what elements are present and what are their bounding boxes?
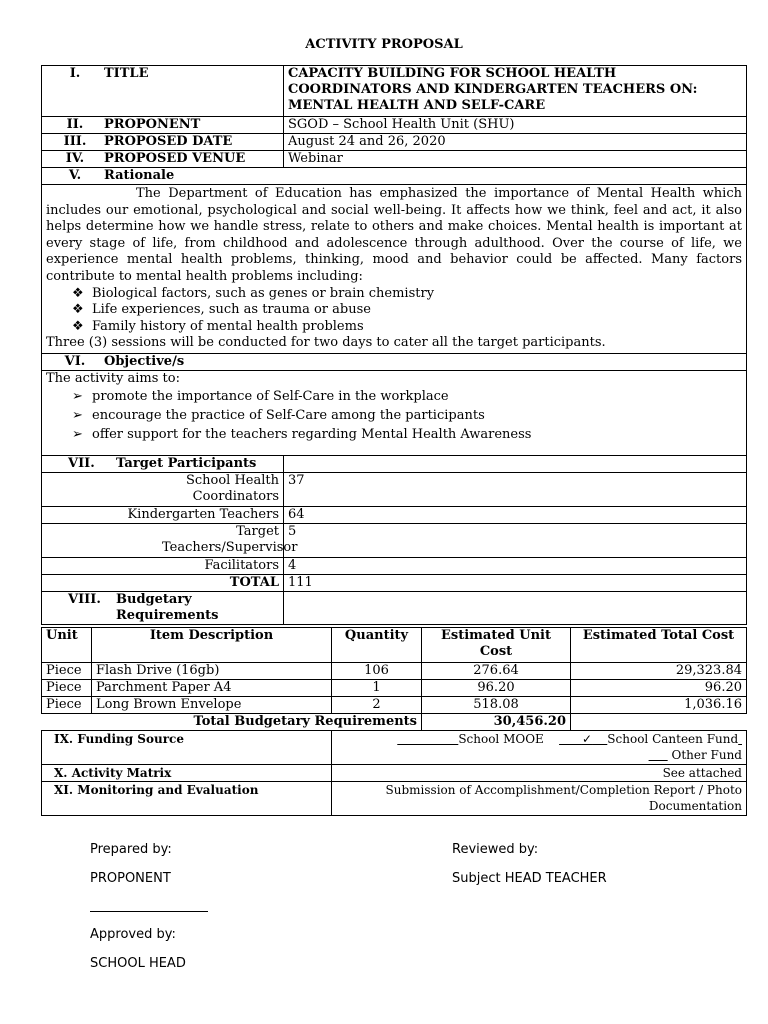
section-number: V. [68, 168, 82, 183]
diamond-bullet-icon: ❖ [72, 318, 84, 334]
budget-table [41, 627, 747, 816]
section-label: PROPOSED VENUE [104, 151, 246, 166]
participant-row: Facilitators 4 [42, 557, 747, 574]
objectives-list [46, 387, 742, 444]
document-title: ACTIVITY PROPOSAL [305, 37, 463, 52]
funding-option-other: Other Fund [671, 748, 742, 762]
rationale-closing: Three (3) sessions will be conducted for two days to cater all the target participants. [46, 335, 606, 351]
reviewed-by-label: Reviewed by: [452, 842, 539, 857]
prepared-by-name: PROPONENT [90, 871, 171, 886]
proposal-table [41, 65, 747, 625]
venue-value: Webinar [284, 151, 747, 168]
monitoring-row: XI. Monitoring and Evaluation Submission of Accomplishment/Completion Report / Photo Documentation [42, 782, 747, 816]
table-row: Piece Flash Drive (16gb) 106 276.64 29,323.84 [42, 663, 747, 680]
section-label: Target Participants [116, 455, 257, 471]
funding-option-mooe: School MOOE [458, 732, 544, 746]
title-row [42, 66, 747, 117]
matrix-row: X. Activity Matrix See attached [42, 765, 747, 782]
section-number: VII. [68, 455, 95, 471]
title-value: CAPACITY BUILDING FOR SCHOOL HEALTH COORDINATORS AND KINDERGARTEN TEACHERS ON: MENTAL HEALTH AND SELF-CARE [284, 66, 747, 117]
budget-column-headers: Unit Item Description Quantity Estimated Unit Cost Estimated Total Cost [42, 628, 747, 663]
signature-line [90, 911, 208, 912]
rationale-header-row [42, 168, 747, 185]
objectives-header-row [42, 353, 747, 370]
section-number: I. [69, 66, 81, 81]
participant-row: Kindergarten Teachers 64 [42, 506, 747, 523]
rationale-paragraph: The Department of Education has emphasized the importance of Mental Health which includes our emotional, psychological and social well-being. It affects how we think, feel and act, it also helps determine how we handle stress, relate to others and make choices. Mental health is important at every stage of life, from childhood and adolescence through adulthood. Over the course of life, we experience mental health problems, thinking, mood and behavior could be affected. Many factors contribute to mental health problems including: [46, 186, 742, 284]
date-row [42, 134, 747, 151]
table-row: Piece Long Brown Envelope 2 518.08 1,036.16 [42, 697, 747, 714]
rationale-body-row [42, 185, 747, 354]
funding-option-canteen: School Canteen Fund [607, 732, 739, 746]
proponent-value: SGOD – School Health Unit (SHU) [284, 117, 747, 134]
participants-header-row [42, 455, 747, 472]
list-item: ❖ Biological factors, such as genes or brain chemistry [72, 285, 435, 301]
section-number: III. [63, 134, 87, 149]
objectives-intro: The activity aims to: [46, 370, 180, 386]
arrow-bullet-icon: ➢ [72, 388, 83, 404]
section-number: IV. [65, 151, 85, 166]
section-label: TITLE [104, 66, 149, 81]
approved-by-label: Approved by: [90, 927, 176, 942]
section-number: VI. [64, 353, 86, 369]
diamond-bullet-icon: ❖ [72, 302, 84, 318]
budget-total-row: Total Budgetary Requirements 30,456.20 [42, 714, 747, 731]
section-label: Objective/s [104, 353, 185, 369]
list-item: ❖ Family history of mental health problems [72, 318, 364, 334]
arrow-bullet-icon: ➢ [72, 407, 83, 423]
participant-total-row: TOTAL 111 [42, 574, 747, 591]
list-item: ➢ encourage the practice of Self-Care among the participants [72, 407, 485, 423]
check-icon: ✓ [581, 732, 593, 746]
section-number: II. [66, 117, 84, 132]
section-number: VIII. [68, 591, 101, 607]
list-item: ➢ promote the importance of Self-Care in the workplace [72, 388, 449, 404]
participant-row: Target Teachers/Supervisor 5 [42, 523, 747, 557]
venue-row [42, 151, 747, 168]
reviewed-by-name: Subject HEAD TEACHER [452, 871, 607, 886]
list-item: ➢ offer support for the teachers regarding Mental Health Awareness [72, 426, 532, 442]
table-row: Piece Parchment Paper A4 1 96.20 96.20 [42, 680, 747, 697]
section-label: Budgetary Requirements [116, 591, 219, 623]
section-label: Rationale [104, 168, 175, 183]
rationale-bullet-list [46, 286, 742, 336]
proponent-row [42, 117, 747, 134]
prepared-by-label: Prepared by: [90, 842, 172, 857]
participant-row: School Health Coordinators 37 [42, 472, 747, 506]
approved-by-name: SCHOOL HEAD [90, 956, 186, 971]
list-item: ❖ Life experiences, such as trauma or abuse [72, 302, 371, 318]
objectives-body-row [42, 370, 747, 455]
section-label: PROPONENT [104, 117, 201, 132]
diamond-bullet-icon: ❖ [72, 285, 84, 301]
arrow-bullet-icon: ➢ [72, 426, 83, 442]
date-value: August 24 and 26, 2020 [284, 134, 747, 151]
funding-row: IX. Funding Source School MOOE ✓ School Canteen Fund Other Fund [42, 731, 747, 765]
budget-header-row [42, 591, 747, 624]
section-label: PROPOSED DATE [104, 134, 233, 149]
